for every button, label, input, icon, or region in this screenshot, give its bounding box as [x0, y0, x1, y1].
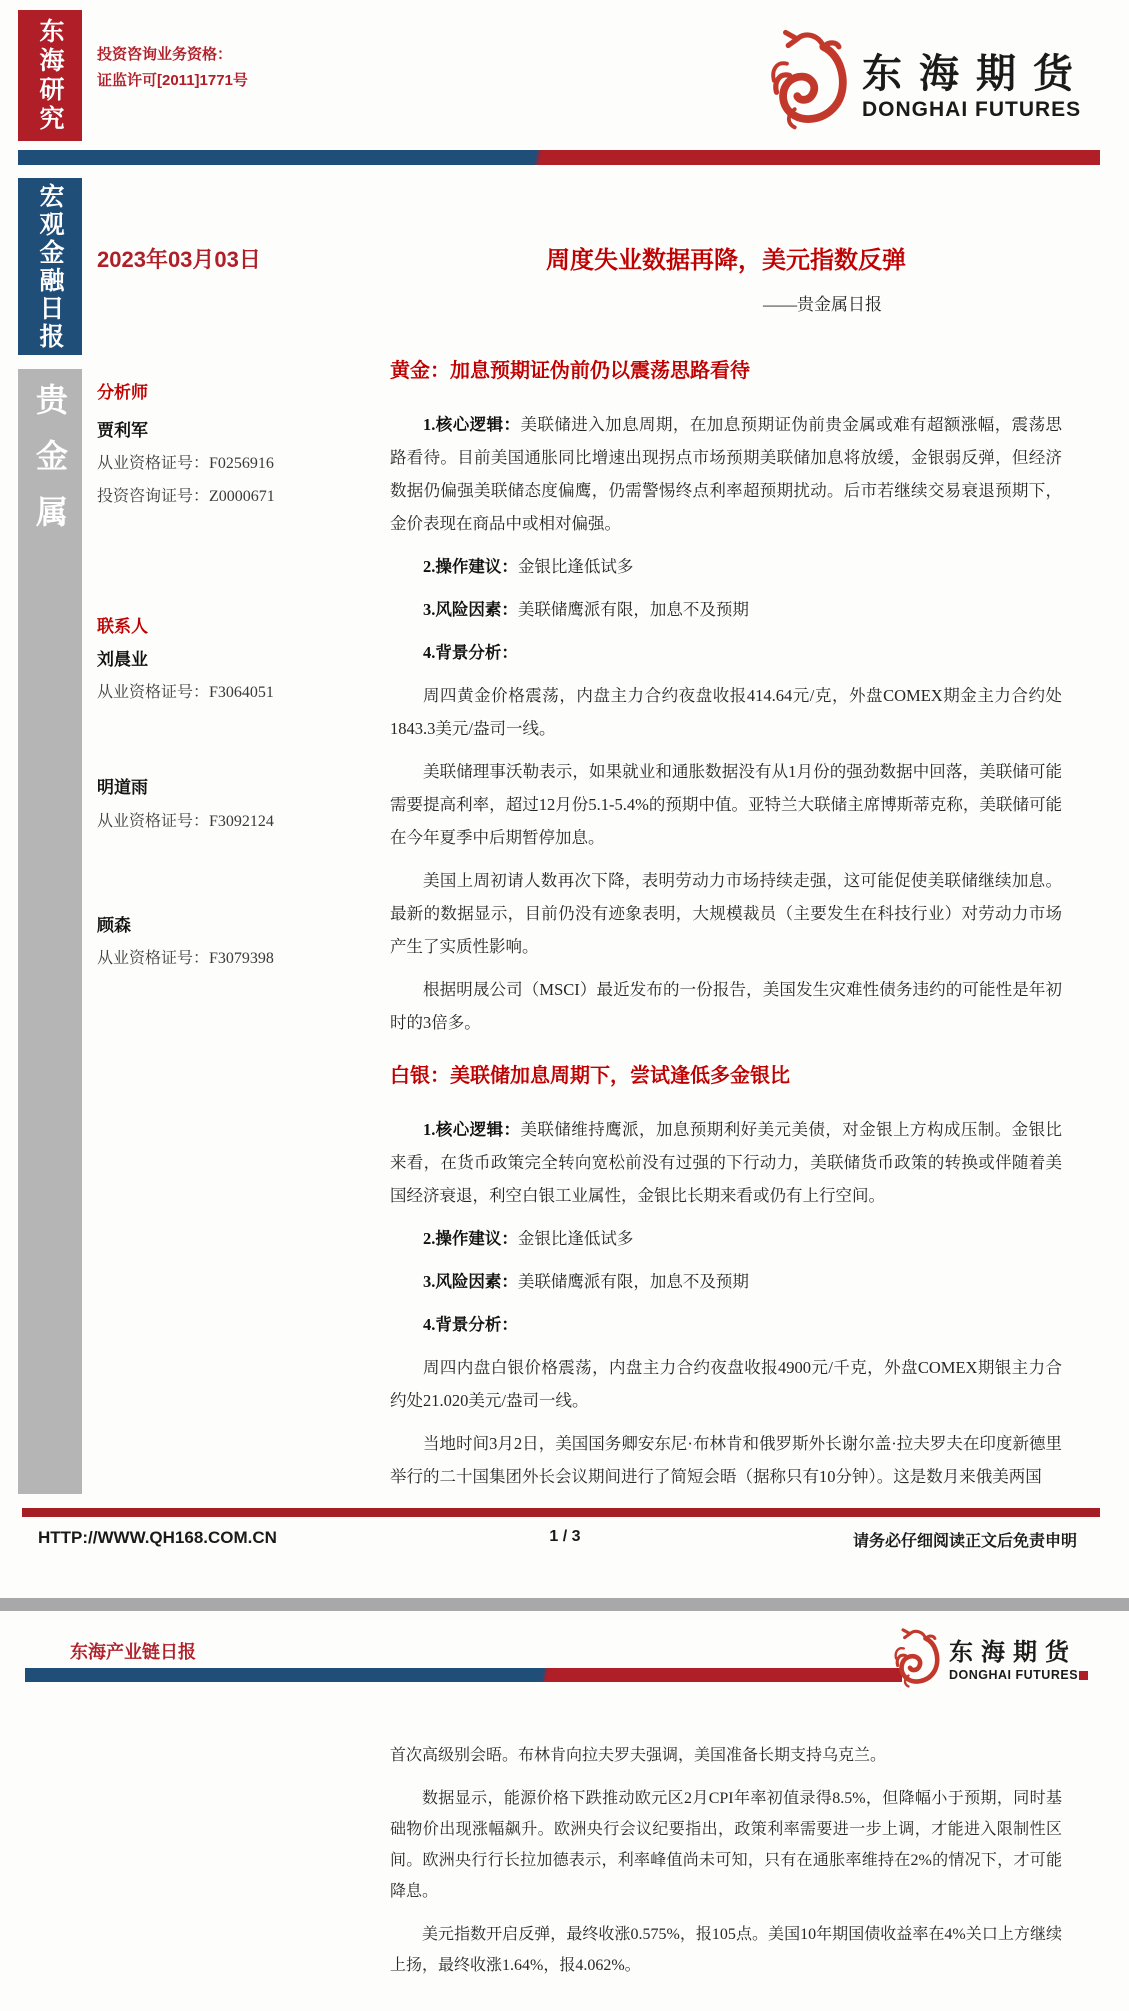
dragon-icon [893, 1626, 941, 1688]
logo-cn-text: 东海期货 [949, 1640, 1077, 1666]
contact-cert: 从业资格证号：F3064051 [97, 684, 274, 701]
body-paragraph: 周四黄金价格震荡，内盘主力合约夜盘收报414.64元/克，外盘COMEX期金主力合约处1843.3美元/盎司一线。 [390, 686, 1062, 738]
logo-en-text: DONGHAI FUTURES [949, 1668, 1079, 1682]
contact-name: 顾森 [97, 916, 131, 935]
section-heading-silver: 白银：美联储加息周期下，尝试逢低多金银比 [390, 1065, 790, 1087]
body-paragraph: 周四内盘白银价格震荡，内盘主力合约夜盘收报4900元/千克，外盘COMEX期银主力合约处21.020美元/盎司一线。 [390, 1358, 1062, 1410]
body-paragraph: 首次高级别会晤。布林肯向拉夫罗夫强调，美国准备长期支持乌克兰。 [390, 1747, 887, 1764]
sidebar-product-label: 贵金属 [32, 383, 68, 551]
operation-advice-item [390, 550, 1062, 583]
qualification-block [97, 42, 248, 94]
page-separator [0, 1598, 1129, 1611]
footer-page-number: 1 / 3 [549, 1528, 581, 1545]
sidebar-category-label: 宏观金融日报 [36, 182, 64, 351]
contact-name: 刘晨业 [97, 650, 148, 669]
report-date: 2023年03月03日 [97, 247, 261, 272]
brand-research-label: 东海研究 [36, 17, 64, 134]
page2-header-divider-bar [25, 1668, 902, 1682]
item-text: 美联储维持鹰派，加息预期利好美元美债，对金银上方构成压制。金银比来看，在货币政策完全转向宽松前没有过强的下行动力，美联储货币政策的转换或伴随着美国经济衰退，利空白银工业属性，金银比长期来看或仍有上行空间。 [390, 1120, 1063, 1205]
background-item [390, 1308, 1062, 1341]
main-content [390, 358, 1062, 1503]
item-text: 金银比逢低试多 [517, 557, 634, 576]
report-subtitle: ——贵金属日报 [763, 295, 882, 314]
background-item [390, 636, 1062, 669]
item-label: 3.风险因素： [423, 1272, 518, 1291]
qualification-line1: 投资咨询业务资格： [97, 46, 233, 63]
body-paragraph: 美元指数开启反弹，最终收涨0.575%，报105点。美国10年期国债收益率在4%关口上方继续上扬，最终收涨1.64%，报4.062%。 [390, 1926, 1062, 1974]
item-text: 金银比逢低试多 [517, 1229, 634, 1248]
logo-cn-text: 东海期货 [862, 51, 1090, 96]
item-label: 3.风险因素： [423, 600, 518, 619]
footer-url: HTTP://WWW.QH168.COM.CN [38, 1528, 277, 1547]
core-logic-item [390, 1113, 1062, 1212]
footer-divider-bar [22, 1508, 1100, 1517]
body-paragraph: 美联储理事沃勒表示，如果就业和通胀数据没有从1月份的强劲数据中回落，美联储可能需要提高利率，超过12月份5.1-5.4%的预期中值。亚特兰大联储主席博斯蒂克称，美联储可能在今年夏季中后期暂停加息。 [390, 762, 1062, 847]
footer-disclaimer-notice: 请务必仔细阅读正文后免责申明 [852, 1533, 1077, 1550]
analyst-cert-2: 投资咨询证号：Z0000671 [97, 488, 275, 505]
body-paragraph: 当地时间3月2日，美国国务卿安东尼·布林肯和俄罗斯外长谢尔盖·拉夫罗夫在印度新德里举行的二十国集团外长会议期间进行了简短会晤（据称只有10分钟）。这是数月来俄美两国 [390, 1434, 1062, 1486]
contact-name: 明道雨 [97, 778, 148, 797]
sidebar-category-box [18, 178, 82, 355]
page2-header-title: 东海产业链日报 [70, 1642, 196, 1662]
item-label: 4.背景分析： [423, 1315, 518, 1334]
item-text: 美联储鹰派有限，加息不及预期 [517, 1272, 749, 1291]
item-text: 美联储进入加息周期，在加息预期证伪前贵金属或难有超额涨幅，震荡思路看待。目前美国通胀同比增速出现拐点市场预期美联储加息将放缓，金银弱反弹，但经济数据仍偏强美联储态度偏鹰，仍需警惕终点利率超预期扰动。后市若继续交易衰退预期下，金价表现在商品中或相对偏强。 [390, 415, 1063, 533]
operation-advice-item [390, 1222, 1062, 1255]
item-label: 1.核心逻辑： [423, 1120, 521, 1139]
item-text: 美联储鹰派有限，加息不及预期 [517, 600, 749, 619]
item-label: 2.操作建议： [423, 1229, 518, 1248]
core-logic-item [390, 408, 1062, 540]
qualification-line2: 证监许可[2011]1771号 [97, 72, 248, 89]
section-heading-gold: 黄金：加息预期证伪前仍以震荡思路看待 [390, 360, 750, 382]
body-paragraph: 数据显示，能源价格下跌推动欧元区2月CPI年率初值录得8.5%，但降幅小于预期，同时基础物价出现涨幅飙升。欧洲央行会议纪要指出，政策利率需要进一步上调，才能进入限制性区间。欧洲央行行长拉加德表示，利率峰值尚未可知，只有在通胀率维持在2%的情况下，才可能降息。 [390, 1790, 1062, 1900]
sidebar-product-box [18, 369, 82, 1494]
company-logo-small [893, 1626, 1078, 1688]
contact-label: 联系人 [97, 617, 148, 636]
item-label: 2.操作建议： [423, 557, 518, 576]
logo-accent-square [1079, 1671, 1088, 1680]
company-logo [768, 26, 1090, 130]
gold-section [390, 358, 1062, 1039]
report-title: 周度失业数据再降，美元指数反弹 [546, 247, 906, 274]
contact-cert: 从业资格证号：F3079398 [97, 950, 274, 967]
risk-factor-item [390, 1265, 1062, 1298]
item-label: 1.核心逻辑： [423, 415, 521, 434]
analyst-label: 分析师 [97, 383, 148, 402]
analyst-cert-1: 从业资格证号：F0256916 [97, 455, 274, 472]
analyst-name: 贾利军 [97, 421, 148, 440]
page2-content [390, 1740, 1062, 1981]
logo-en-text: DONGHAI FUTURES [862, 98, 1082, 121]
body-paragraph: 根据明晟公司（MSCI）最近发布的一份报告，美国发生灾难性债务违约的可能性是年初时的3倍多。 [390, 980, 1062, 1032]
dragon-icon [768, 26, 850, 130]
silver-section [390, 1063, 1062, 1493]
item-label: 4.背景分析： [423, 643, 518, 662]
brand-research-box [18, 10, 82, 141]
header-divider-bar [18, 150, 1100, 165]
body-paragraph: 美国上周初请人数再次下降，表明劳动力市场持续走强，这可能促使美联储继续加息。最新的数据显示，目前仍没有迹象表明，大规模裁员（主要发生在科技行业）对劳动力市场产生了实质性影响。 [390, 871, 1062, 956]
risk-factor-item [390, 593, 1062, 626]
contact-cert: 从业资格证号：F3092124 [97, 813, 274, 830]
